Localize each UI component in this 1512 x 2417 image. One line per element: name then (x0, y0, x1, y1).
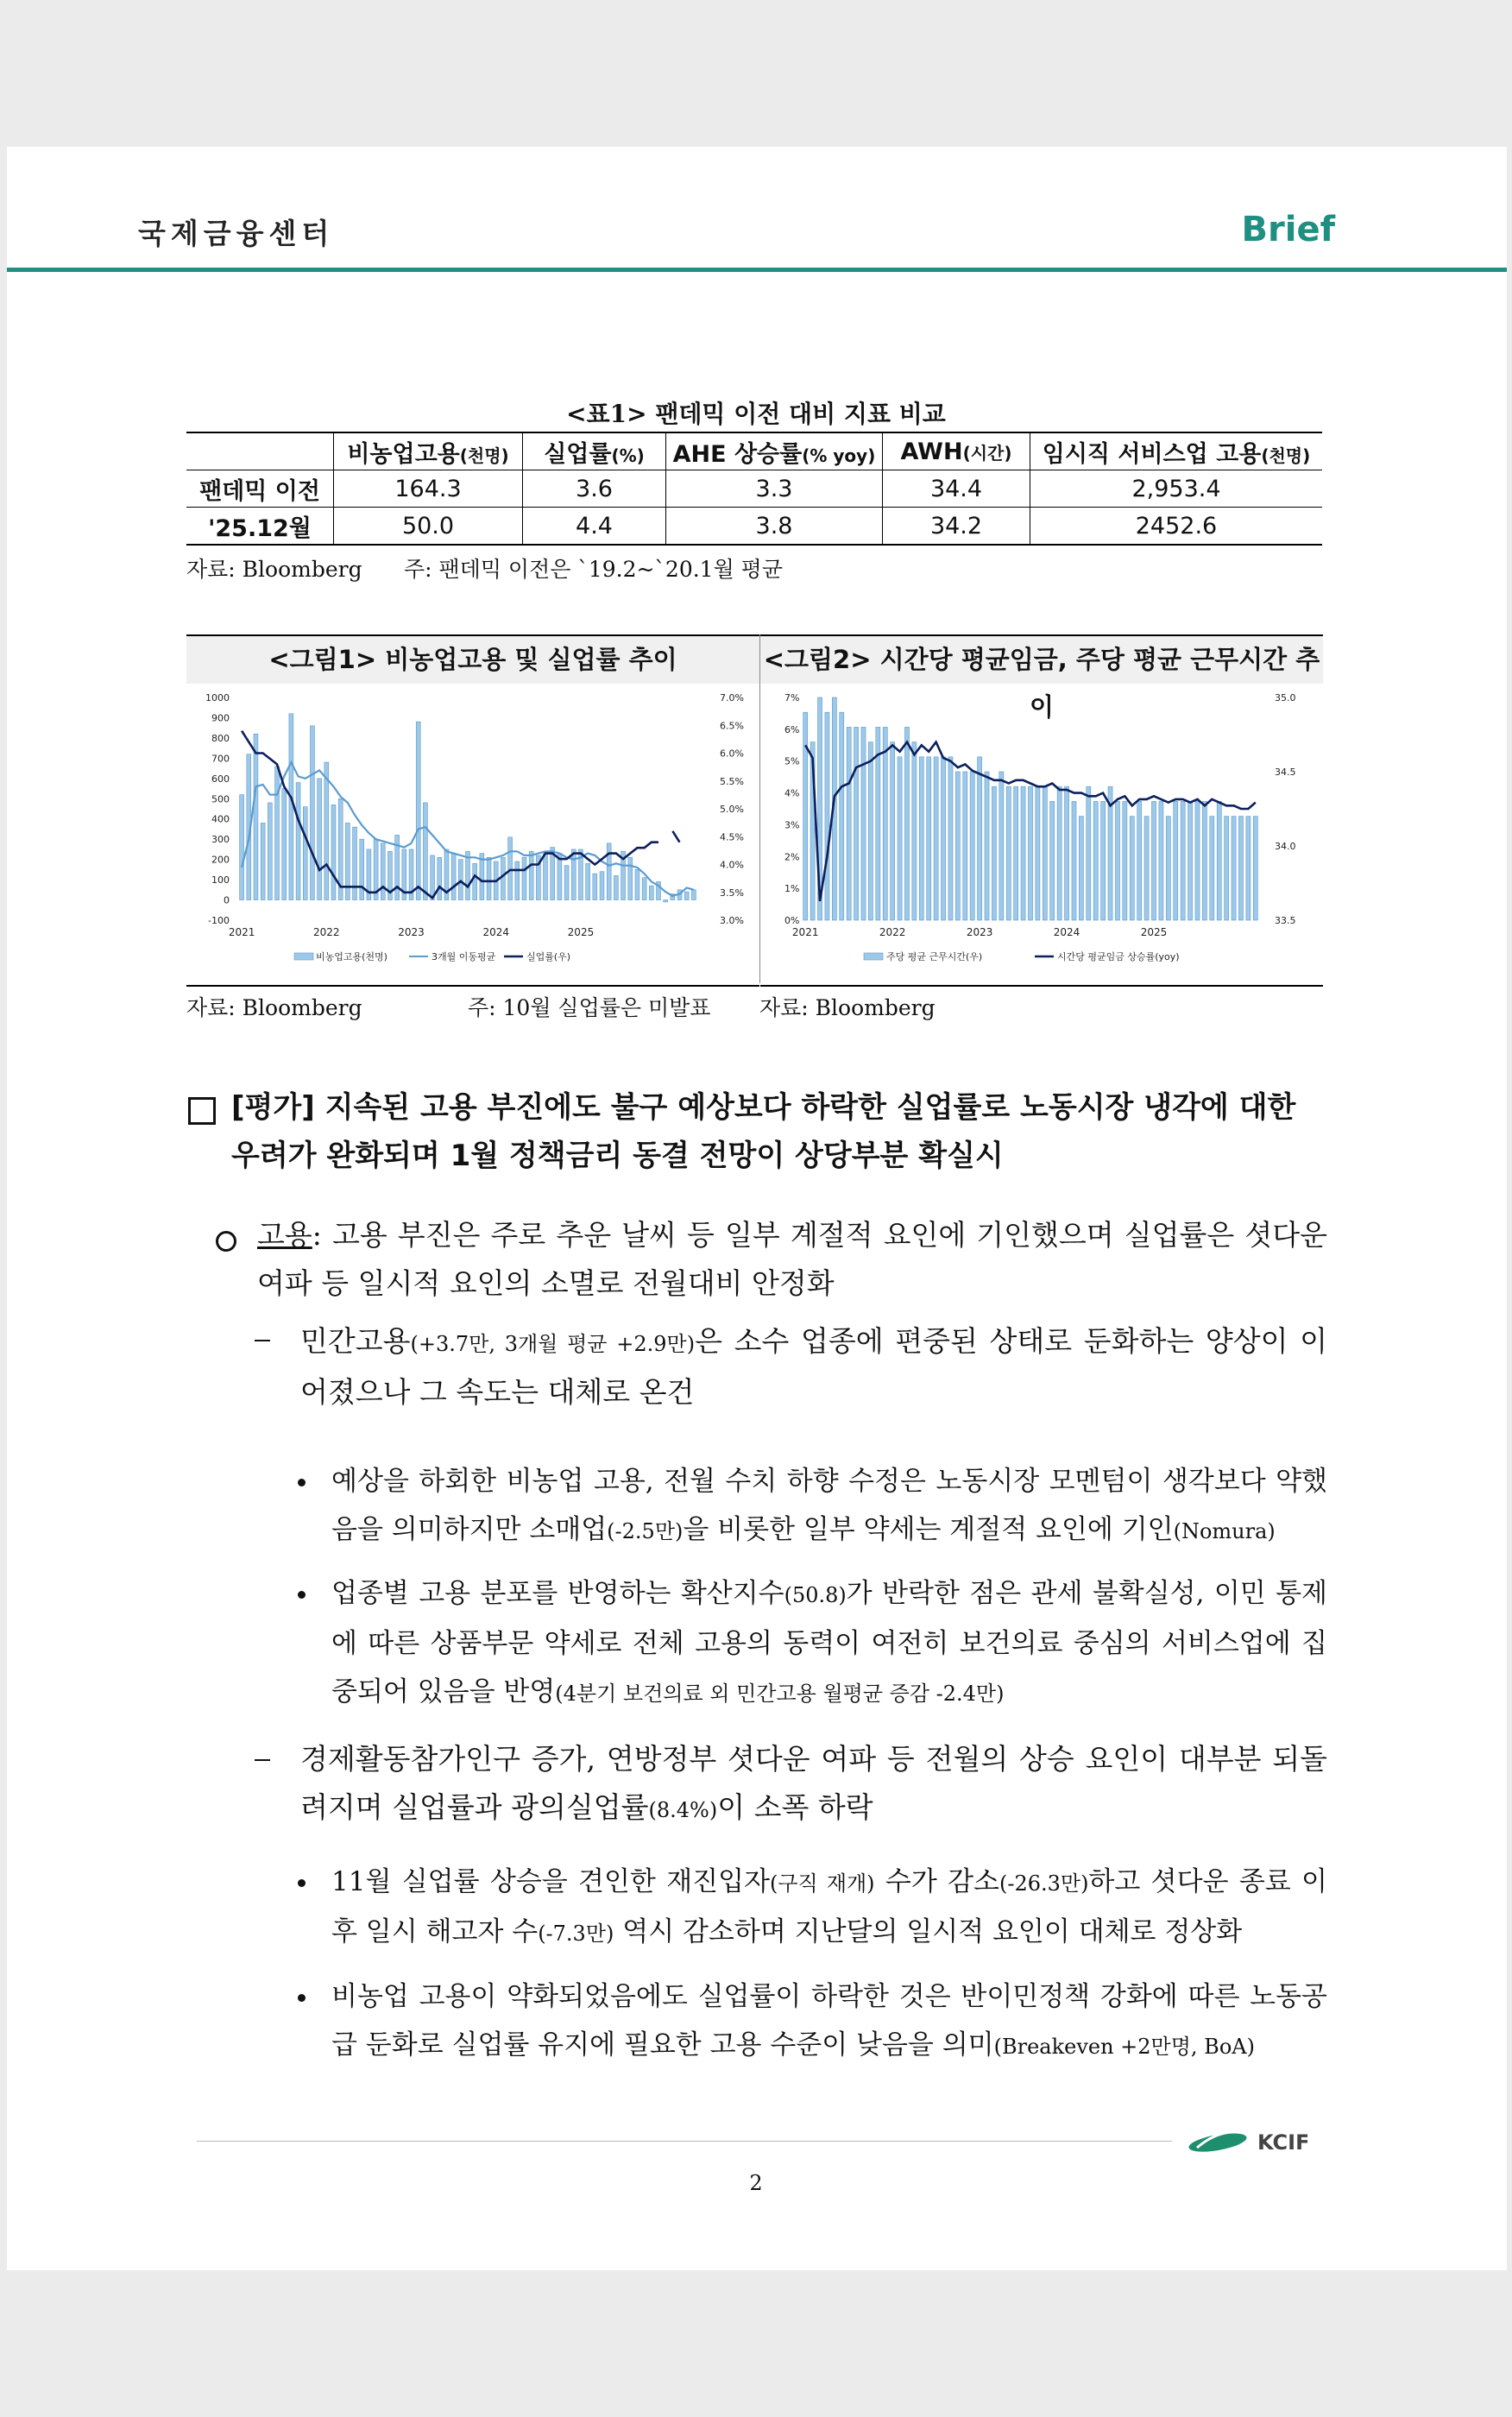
hours-bar (904, 727, 909, 920)
employment-bar (423, 803, 427, 900)
y-left-tick-label: 900 (211, 712, 230, 724)
x-tick-label: 2025 (567, 926, 595, 938)
hours-bar (840, 712, 844, 920)
employment-bar (353, 827, 357, 899)
text-span: 경제활동참가인구 증가, 연방정부 셧다운 여파 등 전월의 상승 요인이 대부분 되돌려지며 실업률과 광의실업률 (300, 1742, 1327, 1824)
kcif-logo-icon (1187, 2122, 1307, 2160)
legend-swatch-bar (864, 953, 883, 960)
section-title: [평가] 지속된 고용 부진에도 불구 예상보다 하락한 실업률로 노동시장 냉각에 대한 우려가 완화되며 1월 정책금리 동결 전망이 상당부분 확실시 (231, 1090, 1296, 1173)
employment-bar (473, 863, 477, 899)
text-span: 은 소수 업종에 편중된 상태로 둔화하는 양상이 이어졌으나 그 속도는 대체로 온건 (300, 1324, 1328, 1409)
employment-bar (691, 890, 696, 900)
circle-bullet-icon (216, 1231, 236, 1252)
employment-bar (360, 839, 364, 899)
x-tick-label: 2025 (1140, 926, 1168, 938)
x-tick-label: 2023 (398, 926, 425, 938)
dot-bullet-icon (298, 1591, 306, 1599)
dash-bullet-icon (255, 1759, 270, 1761)
hours-bar (1087, 786, 1091, 920)
table-cell: 2,953.4 (1030, 470, 1323, 508)
hours-bar (1151, 801, 1156, 920)
hours-bar (898, 757, 902, 920)
checkbox-icon (188, 1097, 216, 1125)
x-tick-label: 2023 (966, 926, 993, 938)
y-right-tick-label: 4.5% (720, 831, 744, 843)
hours-bar (825, 712, 829, 920)
employment-bar (275, 767, 280, 900)
hours-bar (978, 757, 982, 920)
hours-bar (1144, 817, 1149, 920)
employment-bar (600, 872, 604, 900)
hours-bar (891, 742, 895, 920)
hours-bar (1072, 801, 1076, 920)
employment-bar (416, 722, 420, 899)
hours-bar (1253, 817, 1257, 920)
y-left-tick-label: 2% (784, 851, 800, 863)
hours-bar (861, 727, 866, 920)
employment-bar (331, 805, 336, 899)
table-header-cell: AHE 상승률(% yoy) (666, 432, 883, 470)
hours-bar (919, 757, 923, 920)
brief-label: Brief (1241, 210, 1335, 249)
employment-bar (628, 857, 633, 899)
y-left-tick-label: 1000 (205, 692, 230, 704)
hours-bar (1232, 817, 1236, 920)
employment-bar (438, 857, 442, 899)
table-cell: 34.2 (883, 508, 1030, 546)
employment-bar (522, 857, 526, 899)
text-span-small: (4분기 보건의료 외 민간고용 월평균 증감 -2.4만) (555, 1682, 1005, 1706)
text-span-small: (Nomura) (1173, 1519, 1276, 1543)
employment-bar (508, 837, 513, 900)
table-row (186, 470, 1322, 508)
employment-bar (254, 734, 258, 899)
org-name: 국제금융센터 (138, 217, 335, 250)
y-right-tick-label: 33.5 (1275, 915, 1296, 926)
figure1-title: <그림1> 비농업고용 및 실업률 추이 (186, 636, 759, 684)
page-number: 2 (749, 2171, 763, 2195)
employment-bar (515, 861, 520, 900)
hours-bar (927, 757, 931, 920)
text-span-small: (Breakeven +2만명, BoA) (993, 2035, 1255, 2059)
hours-bar (1159, 801, 1163, 920)
hours-bar (1225, 817, 1229, 920)
hours-bar (1057, 786, 1062, 920)
table-cell: 3.3 (666, 470, 883, 508)
hours-bar (934, 757, 938, 920)
hours-bar (955, 772, 960, 920)
paragraph-employment (257, 1211, 1327, 1308)
employment-bar (282, 789, 287, 900)
employment-bar (593, 874, 597, 899)
text-span-small: (-26.3만) (999, 1871, 1089, 1896)
employment-bar (458, 860, 463, 900)
legend-label: 주당 평균 근무시간(우) (886, 951, 983, 962)
hours-bar (1246, 817, 1251, 920)
employment-bar (564, 866, 569, 900)
table-header-cell: AWH(시간) (883, 432, 1030, 470)
hours-bar (1101, 801, 1106, 920)
paragraph-unemployment (300, 1735, 1327, 1834)
hours-bar (912, 742, 917, 920)
y-left-tick-label: 800 (211, 732, 230, 744)
table-cell: 34.4 (883, 470, 1030, 508)
text-span-small: (8.4%) (648, 1798, 718, 1822)
hours-bar (1217, 801, 1221, 920)
legend-label: 비농업고용(천명) (316, 951, 387, 962)
legend-label: 실업률(우) (526, 951, 571, 962)
section-heading (188, 1083, 1327, 1180)
text-span: 이 소폭 하락 (717, 1790, 873, 1824)
table-cell: 50.0 (334, 508, 523, 546)
hours-bar (1065, 786, 1069, 920)
employment-bar (571, 849, 576, 900)
employment-bar (558, 854, 562, 900)
y-right-tick-label: 7.0% (720, 692, 744, 704)
y-left-tick-label: 6% (784, 723, 800, 735)
x-tick-label: 2024 (1053, 926, 1080, 938)
table-header-cell: 비농업고용(천명) (334, 432, 523, 470)
table-cell: 164.3 (334, 470, 523, 508)
table-header-row (186, 432, 1322, 470)
employment-bar (586, 863, 590, 899)
text-span-small: (+3.7만, 3개월 평균 +2.9만) (410, 1332, 696, 1356)
employment-bar (466, 851, 470, 899)
y-left-tick-label: 700 (211, 753, 230, 765)
paragraph-bullet-3 (331, 1858, 1327, 1958)
employment-bar (318, 779, 322, 900)
text-span: 을 비롯한 일부 약세는 계절적 요인에 기인 (683, 1514, 1174, 1545)
employment-bar (268, 803, 272, 900)
figure2-chart (760, 685, 1323, 983)
y-right-tick-label: 3.0% (720, 915, 744, 926)
hours-bar (1093, 801, 1098, 920)
table-cell: 4.4 (523, 508, 666, 546)
figure2-box (760, 634, 1323, 987)
hours-bar (1043, 786, 1047, 920)
y-left-tick-label: 600 (211, 773, 230, 785)
y-right-tick-label: 3.5% (720, 887, 744, 899)
table-corner-cell (186, 432, 334, 470)
employment-bar (296, 783, 300, 900)
text-span: 민간고용 (300, 1324, 411, 1358)
employment-bar (664, 900, 668, 902)
table-header-cell: 임시직 서비스업 고용(천명) (1030, 432, 1323, 470)
figure1-chart (186, 685, 759, 983)
hours-bar (854, 727, 859, 920)
y-left-tick-label: 7% (784, 692, 800, 704)
text-span: 업종별 고용 분포를 반영하는 확산지수 (331, 1578, 784, 1609)
paragraph-bullet-4 (331, 1972, 1327, 2071)
x-tick-label: 2022 (879, 926, 906, 938)
employment-bar (324, 762, 329, 899)
hours-bar (1123, 801, 1127, 920)
employment-bar (289, 714, 293, 900)
hours-bar (1210, 817, 1214, 920)
hours-bar (1137, 801, 1142, 920)
text-span: 11월 실업률 상승을 견인한 재진입자 (331, 1866, 770, 1897)
employment-bar (684, 892, 689, 899)
kcif-logo (1187, 2122, 1307, 2160)
employment-bar (451, 854, 456, 900)
table-cell: 3.8 (666, 508, 883, 546)
table-source: 자료: Bloomberg (186, 557, 362, 582)
employment-bar (649, 886, 653, 899)
employment-label: 고용 (257, 1218, 312, 1252)
hours-bar (1028, 786, 1032, 920)
y-left-tick-label: -100 (208, 915, 230, 926)
hours-bar (1238, 817, 1243, 920)
table-cell: 3.6 (523, 470, 666, 508)
hours-bar (1181, 801, 1185, 920)
y-left-tick-label: 0% (784, 915, 800, 926)
hours-bar (847, 727, 851, 920)
y-right-tick-label: 6.0% (720, 748, 744, 760)
y-left-tick-label: 100 (211, 874, 230, 887)
hours-bar (963, 772, 967, 920)
hours-bar (942, 757, 946, 920)
dot-bullet-icon (298, 1994, 306, 2002)
text-span: 예상을 하회한 비농업 고용, 전월 수치 하향 수정은 노동시장 모멘텀이 생각보다 약했음을 의미하지만 소매업 (331, 1466, 1327, 1545)
x-tick-label: 2021 (791, 926, 819, 938)
figure1-source: 자료: Bloomberg (186, 995, 362, 1020)
y-left-tick-label: 300 (211, 834, 230, 846)
text-span: 비농업 고용이 약화되었음에도 실업률이 하락한 것은 반이민정책 강화에 따른 노동공급 둔화로 실업률 유지에 필요한 고용 수준이 낮음을 의미 (331, 1981, 1327, 2060)
hours-bar (992, 786, 996, 920)
hours-bar (1050, 801, 1055, 920)
employment-bar (607, 843, 611, 900)
dot-bullet-icon (298, 1479, 306, 1486)
paragraph-bullet-2 (331, 1569, 1327, 1718)
employment-bar (544, 854, 548, 900)
text-span-small: (구직 재개) (769, 1871, 875, 1896)
hours-bar (948, 757, 953, 920)
employment-bar (635, 869, 639, 899)
x-tick-label: 2021 (228, 926, 255, 938)
employment-bar (261, 823, 265, 899)
table-caption: <표1> 팬데믹 이전 대비 지표 비교 (566, 400, 946, 428)
employment-bar (501, 857, 505, 899)
hours-bar (1202, 801, 1206, 920)
x-tick-label: 2024 (482, 926, 510, 938)
y-right-tick-label: 6.5% (720, 720, 744, 732)
hours-bar (1014, 786, 1018, 920)
y-left-tick-label: 3% (784, 819, 800, 831)
legend-label: 3개월 이동평균 (432, 951, 496, 962)
y-left-tick-label: 500 (211, 793, 230, 805)
y-left-tick-label: 400 (211, 813, 230, 825)
figure2-source: 자료: Bloomberg (759, 995, 936, 1020)
employment-bar (431, 855, 435, 900)
employment-bar (642, 878, 646, 900)
hours-bar (883, 727, 887, 920)
y-right-tick-label: 35.0 (1275, 692, 1296, 704)
employment-bar (310, 726, 314, 900)
comparison-table (186, 432, 1322, 546)
y-left-tick-label: 200 (211, 854, 230, 866)
text-span: 가 반락한 점은 관세 불확실성, 이민 통제에 따른 상품부문 약세로 전체 고용의 동력이 여전히 보건의료 중심의 서비스업에 집중되어 있음을 반영 (331, 1578, 1327, 1707)
figure1-note: 주: 10월 실업률은 미발표 (468, 995, 711, 1020)
hours-bar (1166, 817, 1170, 920)
hours-bar (1174, 801, 1178, 920)
employment-bar (614, 875, 618, 899)
y-left-tick-label: 1% (784, 883, 800, 895)
text-span-small: (-2.5만) (607, 1519, 684, 1543)
hours-bar (1006, 786, 1011, 920)
hours-bar (1021, 786, 1025, 920)
y-left-tick-label: 4% (784, 787, 800, 799)
table-note: 주: 팬데믹 이전은 `19.2~`20.1월 평균 (404, 557, 783, 582)
hours-bar (1079, 817, 1083, 920)
footer-rule (197, 2141, 1172, 2142)
text-span: 수가 감소 (874, 1866, 999, 1897)
hours-bar (985, 772, 989, 920)
hours-bar (1115, 801, 1119, 920)
table-row-label: 팬데믹 이전 (186, 470, 334, 508)
employment-bar (303, 807, 307, 900)
employment-bar (381, 843, 385, 900)
y-right-tick-label: 5.0% (720, 804, 744, 815)
y-left-tick-label: 5% (784, 755, 800, 767)
table-cell: 2452.6 (1030, 508, 1323, 546)
y-right-tick-label: 4.0% (720, 859, 744, 871)
dot-bullet-icon (298, 1879, 306, 1887)
hours-bar (1195, 801, 1200, 920)
y-right-tick-label: 5.5% (720, 775, 744, 787)
hours-bar (970, 772, 974, 920)
employment-bar (487, 857, 491, 899)
text-span: 역시 감소하며 지난달의 일시적 요인이 대체로 정상화 (614, 1916, 1243, 1947)
employment-bar (529, 851, 533, 899)
dash-bullet-icon (255, 1340, 270, 1341)
hours-bar (1036, 786, 1040, 920)
kcif-logo-text: KCIF (1257, 2130, 1307, 2155)
text-span-small: (50.8) (784, 1583, 847, 1607)
y-right-tick-label: 34.0 (1275, 841, 1296, 852)
employment-bar (240, 795, 244, 900)
paragraph-private-employment (300, 1317, 1327, 1417)
hours-bar (803, 712, 808, 920)
hours-bar (868, 742, 873, 920)
figure1-box (186, 634, 759, 987)
table-row-label: '25.12월 (186, 508, 334, 546)
legend-swatch-bar (294, 953, 313, 960)
y-left-tick-label: 0 (224, 894, 230, 906)
figure2-title: <그림2> 시간당 평균임금, 주당 평균 근무시간 추이 (760, 636, 1323, 684)
table-row (186, 508, 1322, 546)
x-tick-label: 2022 (313, 926, 340, 938)
header-rule (7, 268, 1507, 272)
paragraph-bullet-1 (331, 1457, 1327, 1556)
table-header-cell: 실업률(%) (523, 432, 666, 470)
employment-text: : 고용 부진은 주로 추운 날씨 등 일부 계절적 요인에 기인했으며 실업률은 셧다운 여파 등 일시적 요인의 소멸로 전월대비 안정화 (257, 1218, 1327, 1300)
legend-label: 시간당 평균임금 상승률(yoy) (1057, 951, 1180, 962)
hours-bar (1188, 801, 1193, 920)
text-span: 하고 셧다운 종료 이후 일시 해고자 수 (331, 1866, 1327, 1947)
text-span-small: (-7.3만) (538, 1922, 614, 1946)
y-right-tick-label: 34.5 (1275, 767, 1296, 778)
hours-bar (1130, 817, 1134, 920)
hours-bar (999, 772, 1004, 920)
employment-bar (345, 823, 350, 899)
